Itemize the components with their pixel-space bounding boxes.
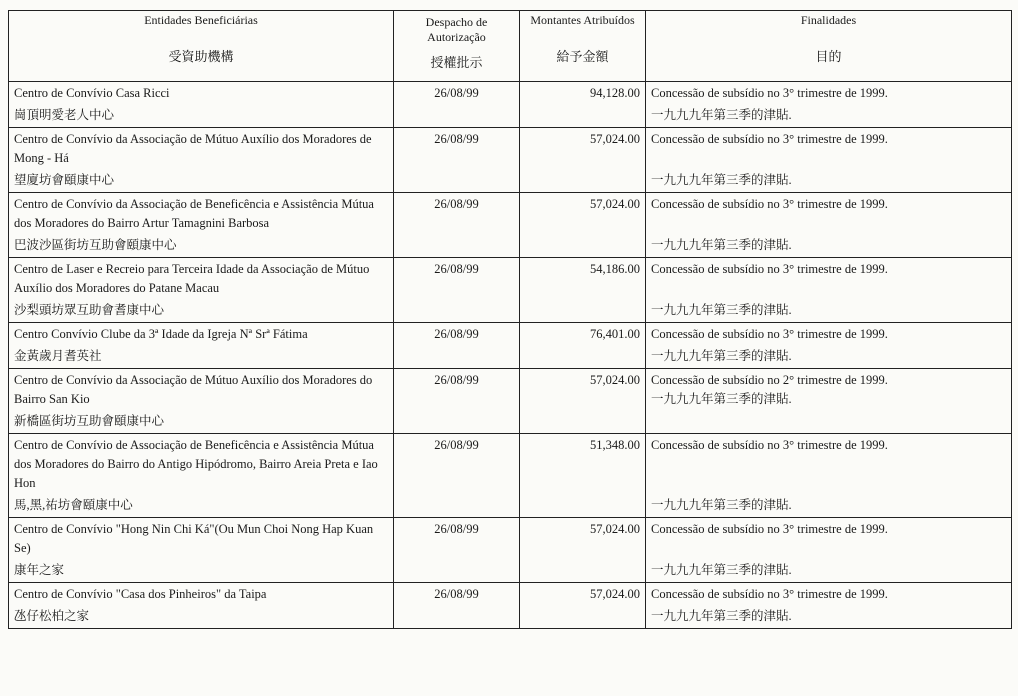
entity-name-zh: 望廈坊會頤康中心 bbox=[14, 173, 115, 187]
dispatch-date: 26/08/99 bbox=[394, 193, 520, 258]
dispatch-date: 26/08/99 bbox=[394, 583, 520, 629]
entity-name-zh: 新橋區街坊互助會頤康中心 bbox=[14, 414, 165, 428]
header-entities-pt: Entidades Beneficiárias bbox=[144, 13, 258, 27]
header-row bbox=[9, 11, 1012, 82]
dispatch-date: 26/08/99 bbox=[394, 128, 520, 193]
purpose-pt: Concessão de subsídio no 3° trimestre de 1999. bbox=[651, 522, 888, 536]
entity-name-zh: 金黃歲月耆英社 bbox=[14, 349, 102, 363]
entity-name-zh: 康年之家 bbox=[14, 563, 65, 577]
dispatch-date: 26/08/99 bbox=[394, 434, 520, 518]
amount: 57,024.00 bbox=[520, 518, 646, 583]
purpose-cell bbox=[646, 193, 1012, 258]
purpose-cell bbox=[646, 518, 1012, 583]
entity-cell bbox=[9, 258, 394, 323]
purpose-zh: 一九九九年第三季的津貼. bbox=[651, 392, 792, 406]
header-dispatch-pt: Despacho de Autorização bbox=[425, 15, 488, 44]
purpose-pt: Concessão de subsídio no 3° trimestre de 1999. bbox=[651, 587, 888, 601]
purpose-cell bbox=[646, 369, 1012, 434]
table-row bbox=[9, 434, 1012, 518]
table-row bbox=[9, 193, 1012, 258]
table-row bbox=[9, 82, 1012, 128]
header-amounts-pt: Montantes Atribuídos bbox=[530, 13, 635, 27]
amount: 76,401.00 bbox=[520, 323, 646, 369]
purpose-pt: Concessão de subsídio no 3° trimestre de 1999. bbox=[651, 132, 888, 146]
purpose-pt: Concessão de subsídio no 3° trimestre de 1999. bbox=[651, 197, 888, 211]
header-entities-zh: 受資助機構 bbox=[168, 49, 234, 64]
entity-cell bbox=[9, 128, 394, 193]
dispatch-date: 26/08/99 bbox=[394, 518, 520, 583]
entity-name-pt: Centro de Convívio da Associação de Mútuo Auxílio dos Moradores do Bairro San Kio bbox=[14, 373, 373, 406]
purpose-cell bbox=[646, 434, 1012, 518]
purpose-pt: Concessão de subsídio no 3° trimestre de 1999. bbox=[651, 438, 888, 452]
entity-cell bbox=[9, 518, 394, 583]
table-row bbox=[9, 369, 1012, 434]
entity-name-pt: Centro de Laser e Recreio para Terceira Idade da Associação de Mútuo Auxílio dos Moradores do Patane Macau bbox=[14, 262, 370, 295]
amount: 57,024.00 bbox=[520, 193, 646, 258]
purpose-zh: 一九九九年第三季的津貼. bbox=[651, 609, 792, 623]
purpose-zh: 一九九九年第三季的津貼. bbox=[651, 349, 792, 363]
header-amounts bbox=[520, 11, 646, 82]
amount: 57,024.00 bbox=[520, 369, 646, 434]
amount: 57,024.00 bbox=[520, 583, 646, 629]
entity-name-zh: 沙梨頭坊眾互助會耆康中心 bbox=[14, 303, 165, 317]
table-row bbox=[9, 518, 1012, 583]
entity-cell bbox=[9, 323, 394, 369]
amount: 94,128.00 bbox=[520, 82, 646, 128]
purpose-pt: Concessão de subsídio no 3° trimestre de 1999. bbox=[651, 262, 888, 276]
purpose-zh: 一九九九年第三季的津貼. bbox=[651, 238, 792, 252]
dispatch-date: 26/08/99 bbox=[394, 323, 520, 369]
purpose-zh: 一九九九年第三季的津貼. bbox=[651, 498, 792, 512]
amount: 54,186.00 bbox=[520, 258, 646, 323]
amount: 51,348.00 bbox=[520, 434, 646, 518]
purpose-zh: 一九九九年第三季的津貼. bbox=[651, 173, 792, 187]
header-purposes-pt: Finalidades bbox=[800, 13, 857, 27]
entity-cell bbox=[9, 193, 394, 258]
purpose-zh: 一九九九年第三季的津貼. bbox=[651, 303, 792, 317]
purpose-cell bbox=[646, 583, 1012, 629]
entity-cell bbox=[9, 583, 394, 629]
entity-name-pt: Centro de Convívio da Associação de Mútuo Auxílio dos Moradores de Mong - Há bbox=[14, 132, 372, 165]
entity-cell bbox=[9, 82, 394, 128]
entity-name-pt: Centro de Convívio "Hong Nin Chi Ká"(Ou Mun Choi Nong Hap Kuan Se) bbox=[14, 522, 374, 555]
purpose-pt: Concessão de subsídio no 2° trimestre de 1999. bbox=[651, 373, 888, 387]
table-row bbox=[9, 583, 1012, 629]
entity-name-pt: Centro de Convívio da Associação de Beneficência e Assistência Mútua dos Moradores do Bairro Artur Tamagnini Barbosa bbox=[14, 197, 374, 230]
purpose-cell bbox=[646, 82, 1012, 128]
grants-table bbox=[8, 10, 1012, 629]
entity-name-pt: Centro Convívio Clube da 3ª Idade da Igreja Nª Srª Fátima bbox=[14, 327, 308, 341]
purpose-zh: 一九九九年第三季的津貼. bbox=[651, 108, 792, 122]
header-amounts-zh: 給予金額 bbox=[556, 49, 609, 64]
table-row bbox=[9, 258, 1012, 323]
purpose-cell bbox=[646, 323, 1012, 369]
entity-name-zh: 崗頂明愛老人中心 bbox=[14, 108, 115, 122]
entity-name-pt: Centro de Convívio de Associação de Beneficência e Assistência Mútua dos Moradores do Bairro do Antigo Hipódromo, Bairro Areia Preta e Iao Hon bbox=[14, 438, 378, 490]
purpose-zh: 一九九九年第三季的津貼. bbox=[651, 563, 792, 577]
purpose-pt: Concessão de subsídio no 3° trimestre de 1999. bbox=[651, 86, 888, 100]
entity-name-zh: 巴波沙區街坊互助會頤康中心 bbox=[14, 238, 177, 252]
dispatch-date: 26/08/99 bbox=[394, 258, 520, 323]
purpose-cell bbox=[646, 258, 1012, 323]
amount: 57,024.00 bbox=[520, 128, 646, 193]
purpose-cell bbox=[646, 128, 1012, 193]
header-purposes bbox=[646, 11, 1012, 82]
entity-cell bbox=[9, 434, 394, 518]
header-purposes-zh: 目的 bbox=[815, 49, 842, 64]
entity-cell bbox=[9, 369, 394, 434]
header-dispatch bbox=[394, 11, 520, 82]
table-row bbox=[9, 323, 1012, 369]
header-dispatch-zh: 授權批示 bbox=[430, 55, 483, 70]
entity-name-zh: 馬,黑,祐坊會頤康中心 bbox=[14, 498, 133, 512]
table-row bbox=[9, 128, 1012, 193]
dispatch-date: 26/08/99 bbox=[394, 82, 520, 128]
dispatch-date: 26/08/99 bbox=[394, 369, 520, 434]
entity-name-pt: Centro de Convívio Casa Ricci bbox=[14, 86, 170, 100]
entity-name-pt: Centro de Convívio "Casa dos Pinheiros" da Taipa bbox=[14, 587, 267, 601]
purpose-pt: Concessão de subsídio no 3° trimestre de 1999. bbox=[651, 327, 888, 341]
header-entities bbox=[9, 11, 394, 82]
entity-name-zh: 氹仔松柏之家 bbox=[14, 609, 90, 623]
